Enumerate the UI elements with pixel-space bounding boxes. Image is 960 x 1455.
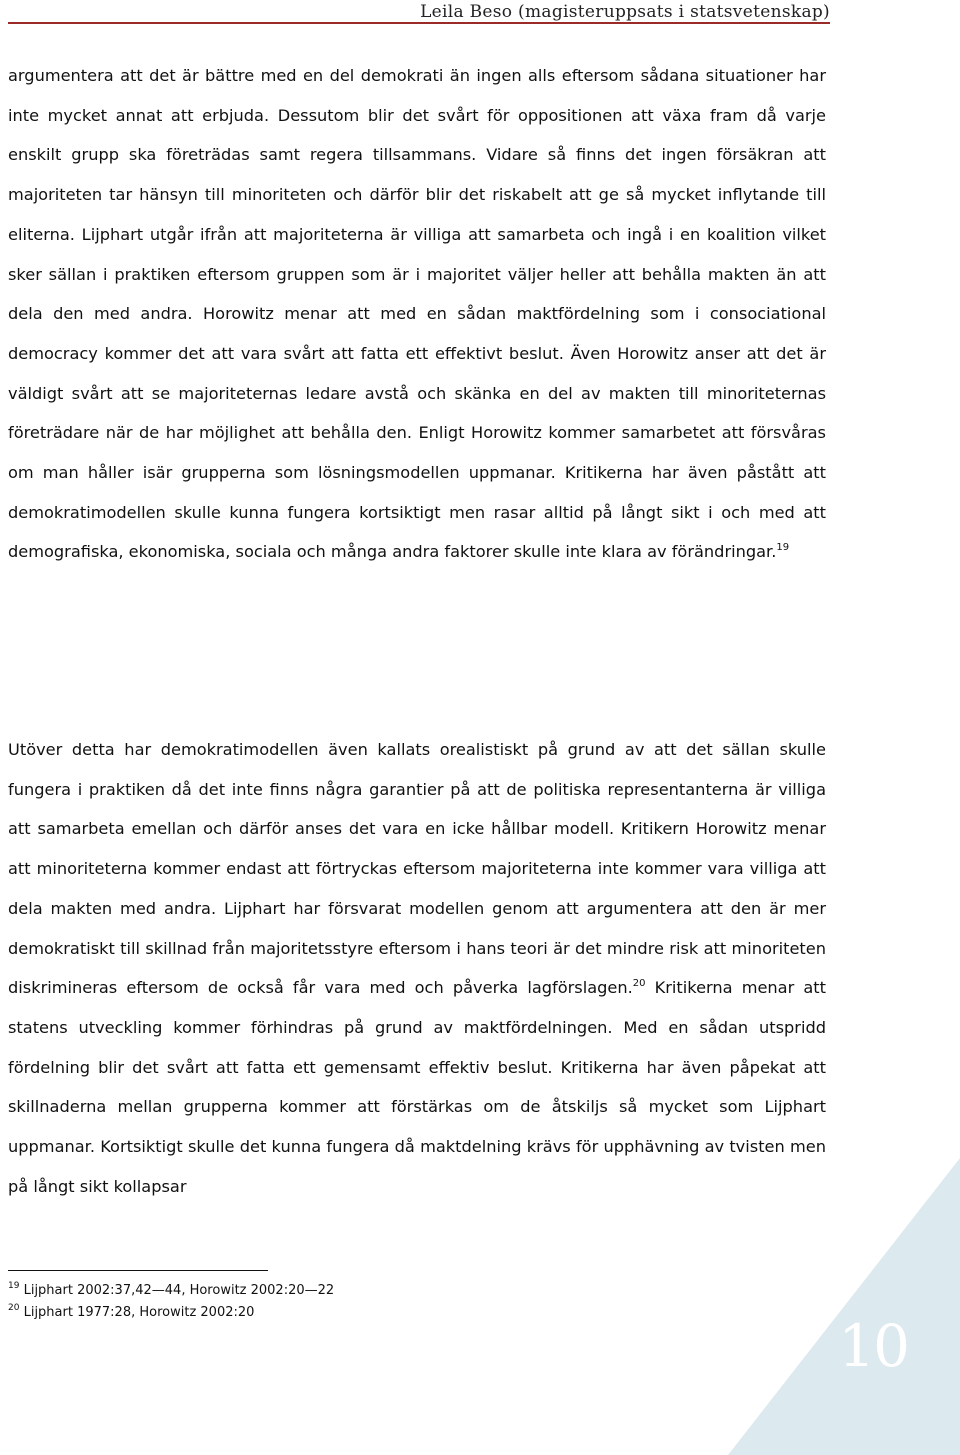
footnote-19 [8, 1280, 334, 1302]
header-rule [8, 22, 830, 24]
paragraph-1 [8, 56, 826, 572]
footnote-number: 19 [8, 1281, 20, 1291]
footnote-separator [8, 1270, 268, 1271]
footnote-number: 20 [8, 1303, 20, 1313]
paragraph-2-text-b: Kritikerna menar att statens utveckling kommer förhindras på grund av maktfördelningen. Med en sådan utspridd fördelning blir det svårt att fatta ett gemensamt effektiv beslut. Kritikerna har även påpekat att skillnaderna mellan grupperna kommer att förstärkas om de åtskiljs så mycket som Lijphart uppmanar. Kortsiktigt skulle det kunna fungera då maktdelning krävs för upphävning av tvisten men på långt sikt kollapsar [8, 978, 826, 1196]
footnote-ref-19[interactable]: 19 [776, 542, 790, 554]
footnotes [8, 1280, 334, 1324]
page-corner-decoration [728, 1158, 960, 1455]
footnote-text: Lijphart 2002:37,42—44, Horowitz 2002:20—22 [23, 1283, 335, 1298]
footnote-text: Lijphart 1977:28, Horowitz 2002:20 [23, 1305, 255, 1320]
footnote-ref-20[interactable]: 20 [632, 978, 646, 990]
running-header: Leila Beso (magisteruppsats i statsvetenskap) [420, 2, 830, 22]
footnote-20 [8, 1302, 334, 1324]
page-number: 10 [838, 1312, 908, 1380]
paragraph-1-text: argumentera att det är bättre med en del demokrati än ingen alls eftersom sådana situationer har inte mycket annat att erbjuda. Dessutom blir det svårt för oppositionen att växa fram då varje enskilt grupp ska företrädas samt regera tillsammans. Vidare så finns det ingen försäkran att majoriteten tar hänsyn till minoriteten och därför blir det riskabelt att ge så mycket inflytande till eliterna. Lijphart utgår ifrån att majoriteterna är villiga att samarbeta och ingå i en koalition vilket sker sällan i praktiken eftersom gruppen som är i majoritet väljer heller att behålla makten än att dela den med andra. Horowitz menar att med en sådan maktfördelning som i consociational democracy kommer det att vara svårt att fatta ett effektivt beslut. Även Horowitz anser att det är väldigt svårt att se majoriteternas ledare avstå och skänka en del av makten till minoriteternas företrädare när de har möjlighet att behålla den. Enligt Horowitz kommer samarbetet att försvåras om man håller isär grupperna som lösningsmodellen uppmanar. Kritikerna har även påstått att demokratimodellen skulle kunna fungera kortsiktigt men rasar alltid på långt sikt i och med att demografiska, ekonomiska, sociala och många andra faktorer skulle inte klara av förändringar. [8, 66, 826, 562]
paragraph-2-text-a: Utöver detta har demokratimodellen även kallats orealistiskt på grund av att det sällan skulle fungera i praktiken då det inte finns några garantier på att de politiska representanterna är villiga att samarbeta emellan och därför anses det vara en icke hållbar modell. Kritikern Horowitz menar att minoriteterna kommer endast att förtryckas eftersom majoriteterna inte kommer vara villiga att dela makten med andra. Lijphart har försvarat modellen genom att argumentera att den är mer demokratiskt till skillnad från majoritetsstyre eftersom i hans teori är det mindre risk att minoriteten diskrimineras eftersom de också får vara med och påverka lagförslagen. [8, 740, 826, 998]
paragraph-2 [8, 730, 826, 1206]
